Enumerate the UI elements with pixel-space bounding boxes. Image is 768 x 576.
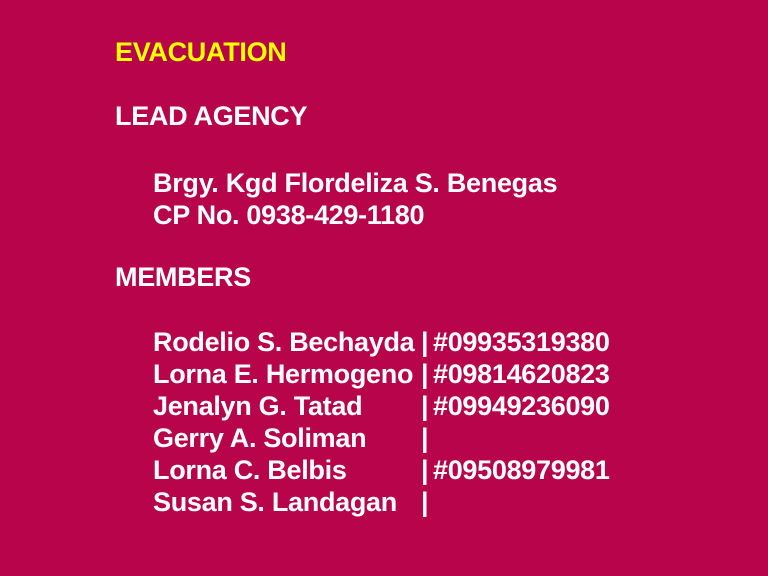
member-separator: | (421, 327, 429, 357)
lead-agency-block (153, 167, 557, 231)
lead-agency-contact: CP No. 0938-429-1180 (153, 200, 425, 230)
member-separator: | (421, 391, 429, 421)
members-list (153, 326, 610, 518)
member-name: Rodelio S. Bechayda (153, 327, 415, 357)
member-name: Lorna C. Belbis (153, 455, 347, 485)
member-row (153, 454, 610, 486)
lead-agency-name: Brgy. Kgd Flordeliza S. Benegas (153, 168, 558, 198)
member-separator: | (421, 359, 429, 389)
member-row (153, 390, 610, 422)
member-phone: #09814620823 (433, 359, 610, 389)
member-row (153, 326, 610, 358)
member-separator: | (421, 455, 429, 485)
member-phone: #09935319380 (433, 327, 610, 357)
members-heading: MEMBERS (115, 262, 251, 292)
member-phone: #09508979981 (433, 455, 610, 485)
member-separator: | (421, 487, 429, 517)
member-name: Gerry A. Soliman (153, 423, 367, 453)
member-row (153, 422, 610, 454)
member-phone: #09949236090 (433, 391, 610, 421)
member-row (153, 486, 610, 518)
member-separator: | (421, 423, 429, 453)
member-name: Lorna E. Hermogeno (153, 359, 414, 389)
member-name: Susan S. Landagan (153, 487, 397, 517)
slide-title: EVACUATION (115, 37, 287, 67)
member-row (153, 358, 610, 390)
lead-agency-heading: LEAD AGENCY (115, 101, 308, 131)
member-name: Jenalyn G. Tatad (153, 391, 363, 421)
